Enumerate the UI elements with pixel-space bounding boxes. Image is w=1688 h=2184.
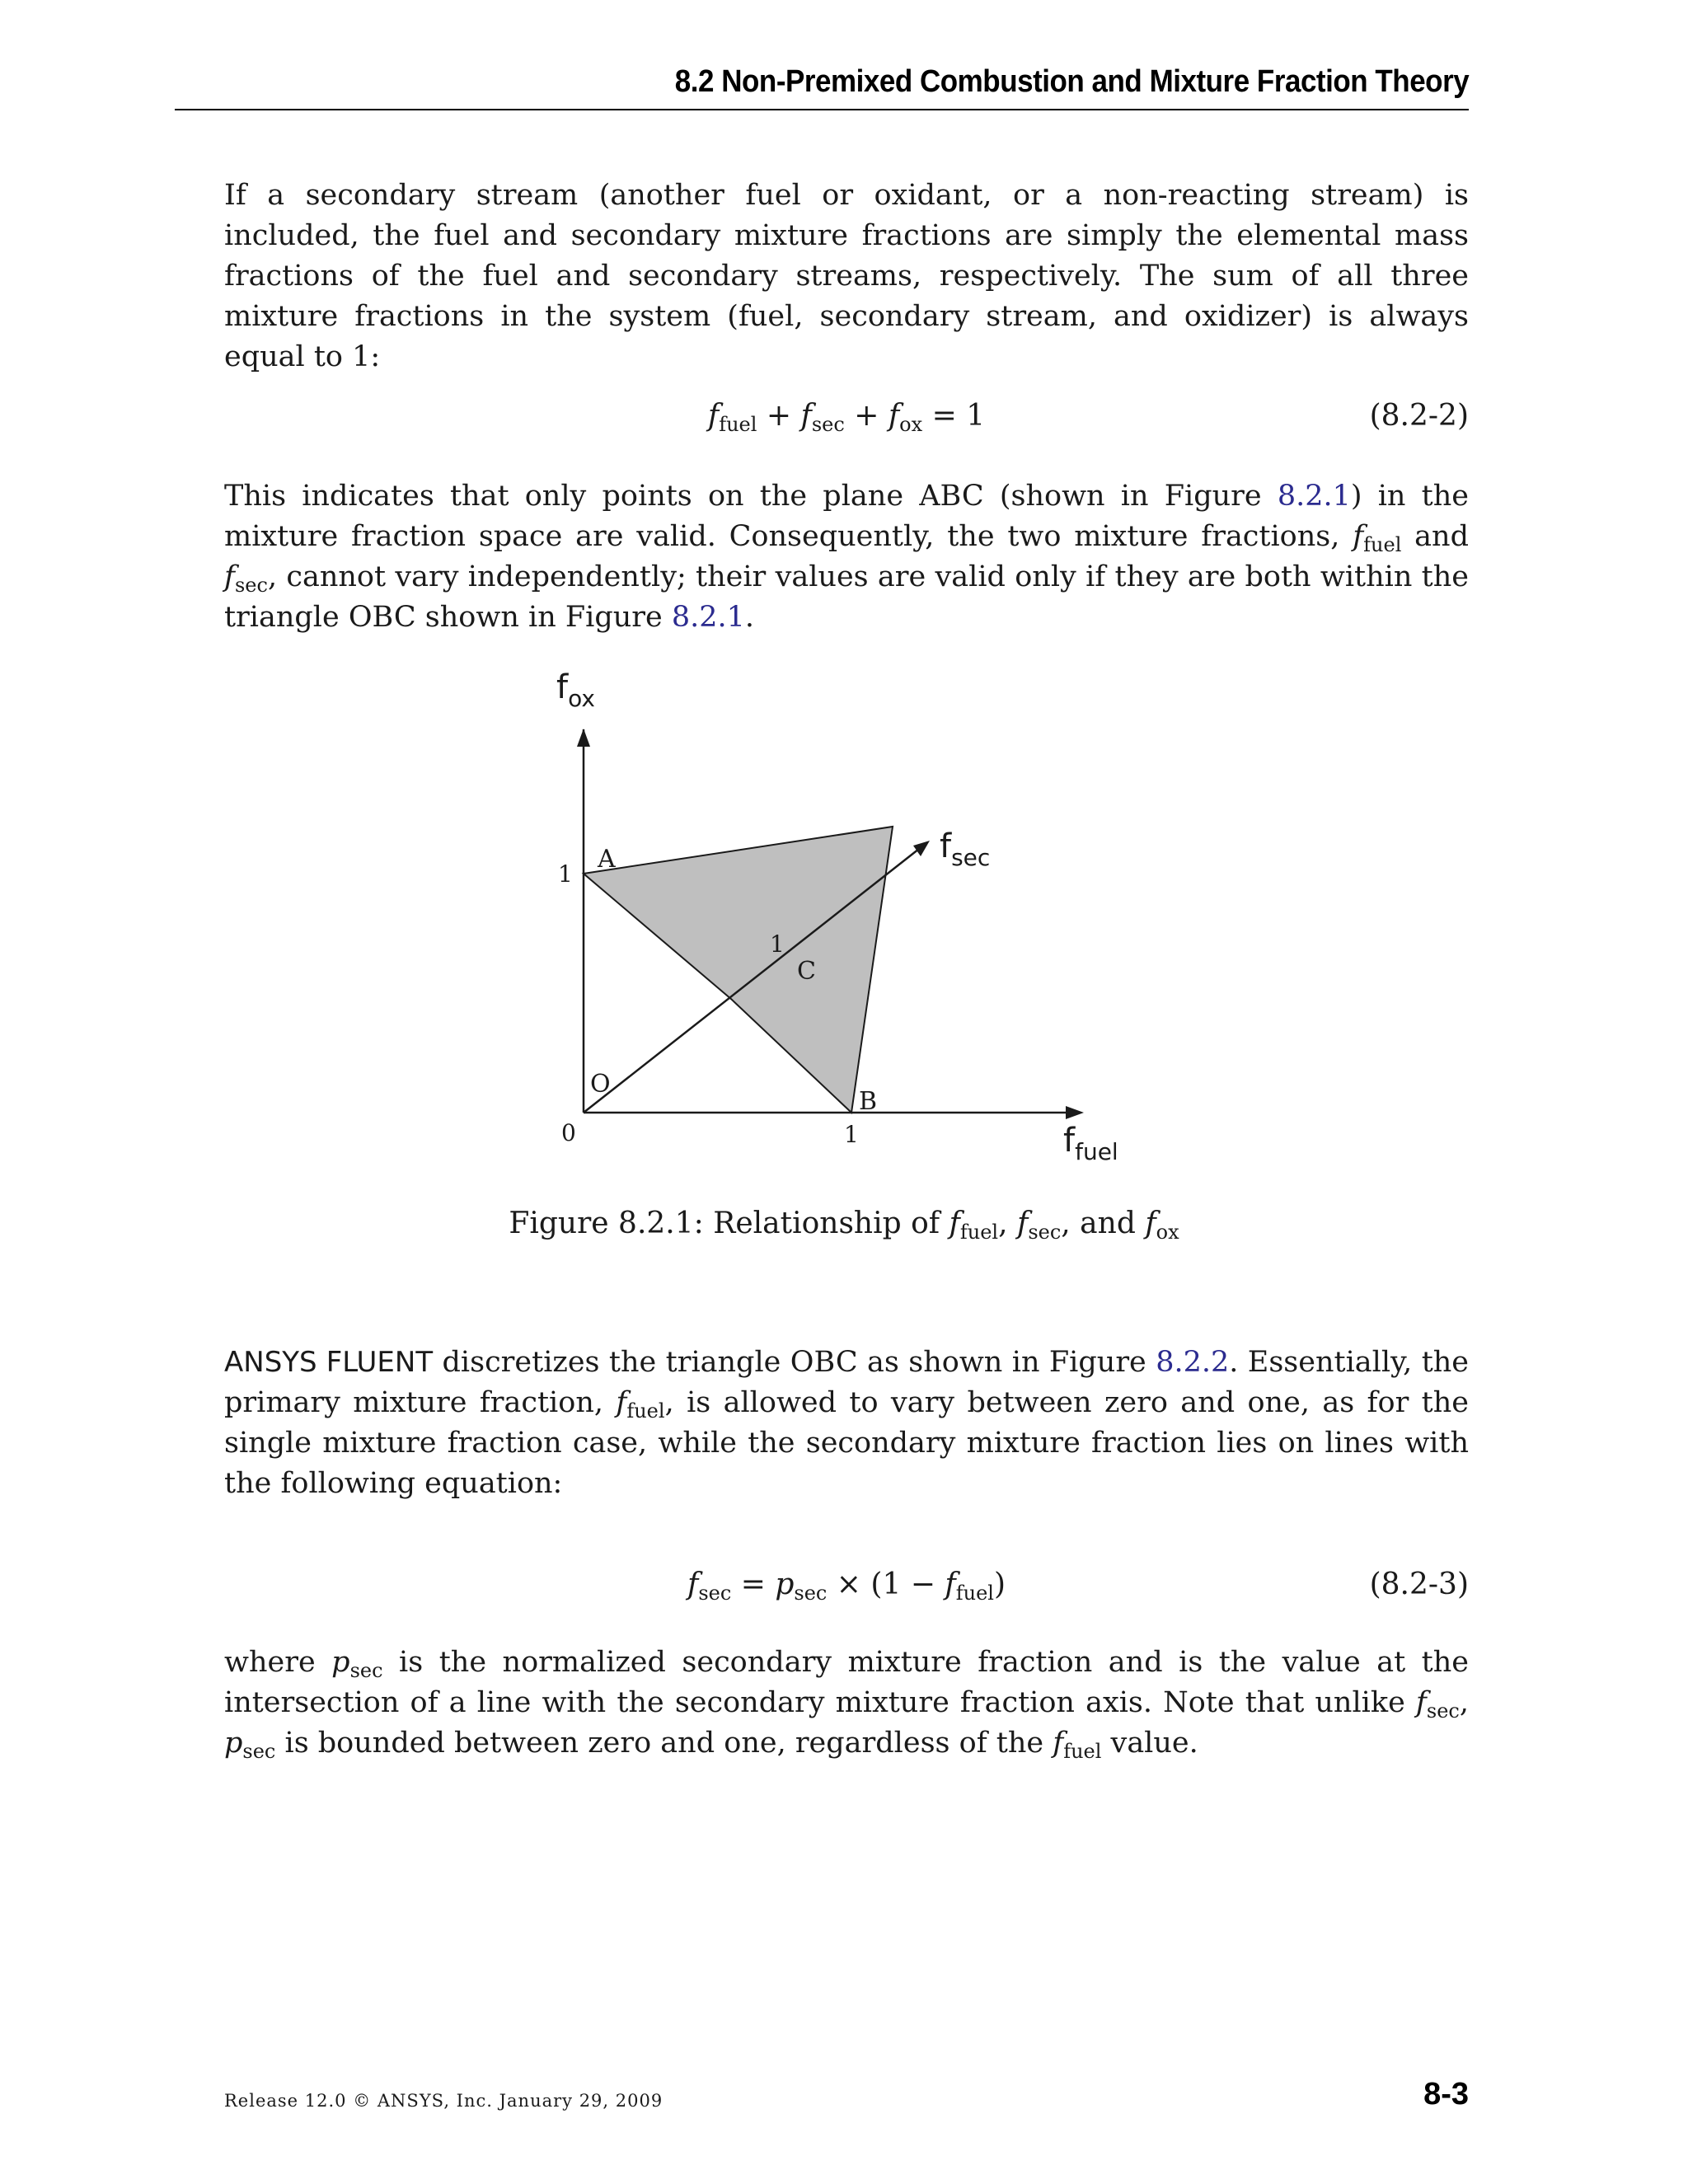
- paragraph-discretization: ANSYS FLUENT discretizes the triangle OBC as shown in Figure 8.2.2. Essentially, the primary mixture fraction, $f_{fuel}$, is allowed to vary between zero and one, as for the single mixture fraction case, while the secondary mixture fraction lies on lines with the following equation:: [224, 1346, 1470, 1500]
- brand-name: ANSYS FLUENT: [224, 1346, 434, 1379]
- figure-link[interactable]: 8.2.1: [671, 601, 745, 634]
- paragraph-normalized-fraction: where $p_{sec}$ is the normalized secondary mixture fraction and is the value at the intersection of a line with the secondary mixture fraction axis. Note that unlike $f_{sec}$, $p_{sec}$ is bounded between zero and one, regardless of the $f_{fuel}$ value.: [224, 1646, 1469, 1763]
- point-b-label: B: [859, 1087, 878, 1116]
- figure-link[interactable]: 8.2.1: [1277, 480, 1351, 513]
- ox-tick-1: 1: [558, 860, 573, 888]
- page-number: 8-3: [1423, 2077, 1469, 2111]
- origin-tick-0: 0: [561, 1119, 576, 1146]
- figure-caption: Figure 8.2.1: Relationship of $f_{fuel}$, $f_{sec}$, and $f_{ox}$: [509, 1207, 1179, 1244]
- equation-number: (8.2-3): [1369, 1568, 1469, 1601]
- sec-tick-1: 1: [770, 930, 785, 958]
- valid-plane-region: [584, 827, 893, 1113]
- equation-8-2-3: [224, 1564, 1469, 1605]
- point-a-label: A: [598, 845, 616, 874]
- equation-body: $f_{fuel} + f_{sec} + f_{ox} = 1$: [707, 399, 986, 436]
- ox-axis-arrowhead: [577, 729, 590, 747]
- figure-link[interactable]: 8.2.2: [1156, 1346, 1230, 1379]
- equation-number: (8.2-2): [1369, 399, 1469, 433]
- point-o-label: O: [590, 1070, 611, 1099]
- paragraph-secondary-stream: If a secondary stream (another fuel or oxidant, or a non-reacting stream) is included, the fuel and secondary mixture fractions are simply the elemental mass fractions of the fuel and secondary streams, respectively. The sum of all three mixture fractions in the system (fuel, secondary stream, and oxidizer) is always equal to 1:: [224, 179, 1469, 373]
- sec-axis-label: $f_{sec}$: [940, 827, 991, 871]
- fuel-axis-arrowhead: [1066, 1106, 1084, 1119]
- release-footer: Release 12.0 © ANSYS, Inc. January 29, 2009: [224, 2091, 663, 2111]
- paragraph-plane-abc: This indicates that only points on the plane ABC (shown in Figure 8.2.1) in the mixture fraction space are valid. Consequently, the two mixture fractions, $f_{fuel}$ and $f_{sec}$, cannot vary independently; their values are valid only if they are both within the triangle OBC shown in Figure 8.2.1.: [224, 480, 1469, 634]
- point-c-label: C: [797, 957, 816, 986]
- section-title: 8.2 Non-Premixed Combustion and Mixture Fraction Theory: [674, 64, 1469, 99]
- sec-axis-arrowhead: [913, 841, 930, 856]
- equation-body: $f_{sec} = p_{sec} \times (1 - f_{fuel})$: [687, 1568, 1006, 1605]
- fuel-tick-1: 1: [844, 1121, 859, 1148]
- fuel-axis-label: $f_{fuel}$: [1063, 1122, 1118, 1165]
- ox-axis-label: $f_{ox}$: [556, 668, 595, 712]
